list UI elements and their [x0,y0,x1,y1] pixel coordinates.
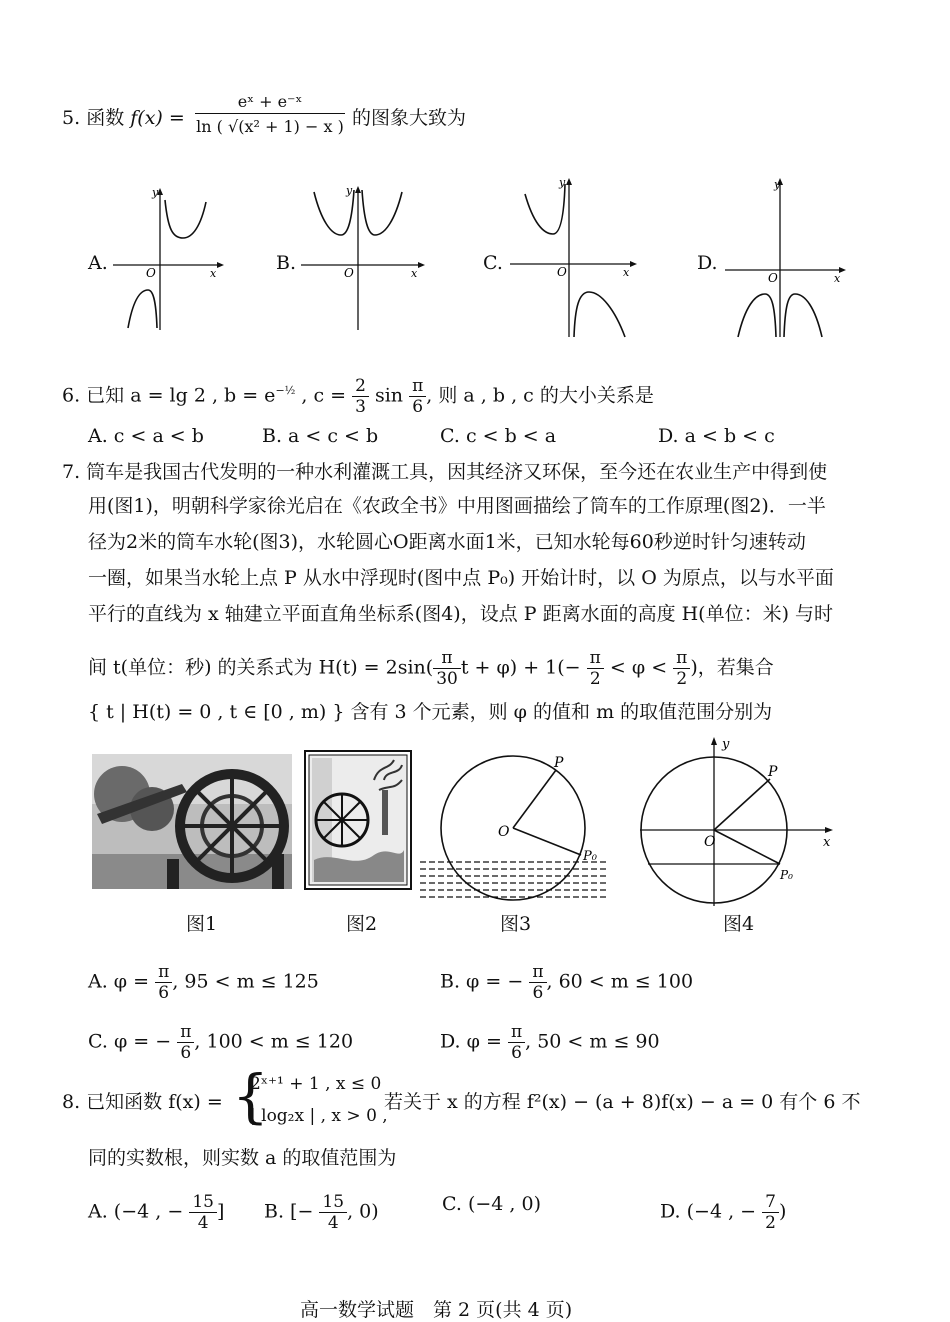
q7-line-6: 间 t(单位：秒) 的关系式为 H(t) = 2sin( $\frac{\pi}{30}$ t + φ) + 1(− $\frac{\pi}{2}$ < φ < $\frac{\pi}{2}$ )，若集合 [88,648,774,689]
fig4-y-label: y [722,737,730,752]
q8-lead: 8. 已知函数 f(x) = [62,1091,223,1113]
fig3-caption: 图3 [500,913,532,935]
q8-option-c: C. (−4 , 0) [442,1193,541,1215]
q5-option-b-label: B. [276,252,297,274]
q6-option-d: D. a < b < c [658,425,775,447]
q5-a-origin: O [146,266,156,280]
q5-b-x-label: x [411,267,418,280]
q5-d-x-label: x [834,272,841,285]
q5-d-origin: O [768,271,778,285]
q5-b-y-label: y [346,184,353,197]
q7-line-1: 7. 筒车是我国古代发明的一种水利灌溉工具，因其经济又环保，至今还在农业生产中得到使 [62,461,828,483]
q8-case-1: 2ˣ⁺¹ + 1 , x ≤ 0 [250,1074,382,1094]
q5-fraction [195,92,345,136]
q7-figure-4 [640,734,840,909]
q7-figure-2-drawing [304,750,412,890]
q7-line-4: 一圈，如果当水轮上点 P 从水中浮现时(图中点 P₀) 开始计时，以 O 为原点，以与水平面 [88,567,834,589]
page-footer: 高一数学试题 第 2 页(共 4 页) [300,1299,573,1321]
q5-c-x-label: x [623,266,630,279]
q7-option-c: C. φ = − $\frac{\pi}{6}$ , 100 < m ≤ 120 [88,1022,354,1063]
q5-graph-b [296,180,431,335]
q7-figure-3 [418,752,608,912]
fig4-x-label: x [823,835,831,850]
fig4-caption: 图4 [723,913,755,935]
fig4-p-label: P [768,764,778,780]
fig1-caption: 图1 [186,913,218,935]
q5-tail: 的图象大致为 [352,107,467,129]
q8-case-2: | log₂x | , x > 0 , [250,1106,388,1126]
q5-stem: 5. 函数 f(x) = [62,107,185,129]
q5-option-a-label: A. [88,252,108,274]
q7-option-b: B. φ = − $\frac{\pi}{6}$ , 60 < m ≤ 100 [440,962,694,1003]
q5-graph-a [108,180,228,335]
q6-option-c: C. c < b < a [440,425,557,447]
q6-stem: 6. 已知 a = lg 2 , $b = e^{-\frac{1}{2}}$ , c = $\frac{2}{3}$ sin $\frac{\pi}{6}$ , 则 a , b , c 的大小关系是 [62,376,654,417]
q5-denominator: ln ( √(x² + 1) − x ) [196,117,344,136]
q5-option-d-label: D. [697,252,718,274]
fig4-p0-label: P₀ [780,868,793,882]
fig4-o-label: O [704,834,716,850]
q5-d-y-label: y [774,178,781,191]
q5-a-x-label: x [210,267,217,280]
q5-graph-d [720,172,855,342]
q7-figure-1-photo [92,754,292,889]
q5-option-c-label: C. [483,252,503,274]
q5-c-origin: O [557,265,567,279]
q8-option-a: A. (−4 , − $\frac{15}{4}$ ] [88,1192,225,1233]
q7-line-7: { t | H(t) = 0 , t ∈ [0 , m) } 含有 3 个元素，则 φ 的值和 m 的取值范围分别为 [88,701,773,723]
q6-option-a: A. c < a < b [88,425,204,447]
fig3-o-label: O [498,824,510,840]
q8-option-b: B. [− $\frac{15}{4}$ , 0) [264,1192,379,1233]
q7-option-d: D. φ = $\frac{\pi}{6}$ , 50 < m ≤ 90 [440,1022,660,1063]
q6-option-b: B. a < c < b [262,425,379,447]
q8-tail: 若关于 x 的方程 f²(x) − (a + 8)f(x) − a = 0 有个 6 不 [384,1091,861,1113]
q5-graph-c [505,172,645,342]
fig3-p-label: P [554,755,564,771]
q5-numerator: eˣ + e⁻ˣ [195,92,345,114]
q8-brace: { [232,1062,269,1130]
q7-line-2: 用(图1)，明朝科学家徐光启在《农政全书》中用图画描绘了筒车的工作原理(图2)．一半 [88,495,826,517]
fig2-caption: 图2 [346,913,378,935]
q7-line-3: 径为2米的筒车水轮(图3)，水轮圆心O距离水面1米，已知水轮每60秒逆时针匀速转动 [88,531,806,553]
fig3-p0-label: P₀ [583,849,597,864]
q7-line-5: 平行的直线为 x 轴建立平面直角坐标系(图4)，设点 P 距离水面的高度 H(单位：米) 与时 [88,603,834,625]
q8-option-d: D. (−4 , − $\frac{7}{2}$ ) [660,1192,787,1233]
q5-c-y-label: y [559,176,566,189]
q5-a-y-label: y [152,186,159,199]
q7-option-a: A. φ = $\frac{\pi}{6}$ , 95 < m ≤ 125 [88,962,319,1003]
q5-b-origin: O [344,266,354,280]
q8-line-2: 同的实数根，则实数 a 的取值范围为 [88,1147,397,1169]
